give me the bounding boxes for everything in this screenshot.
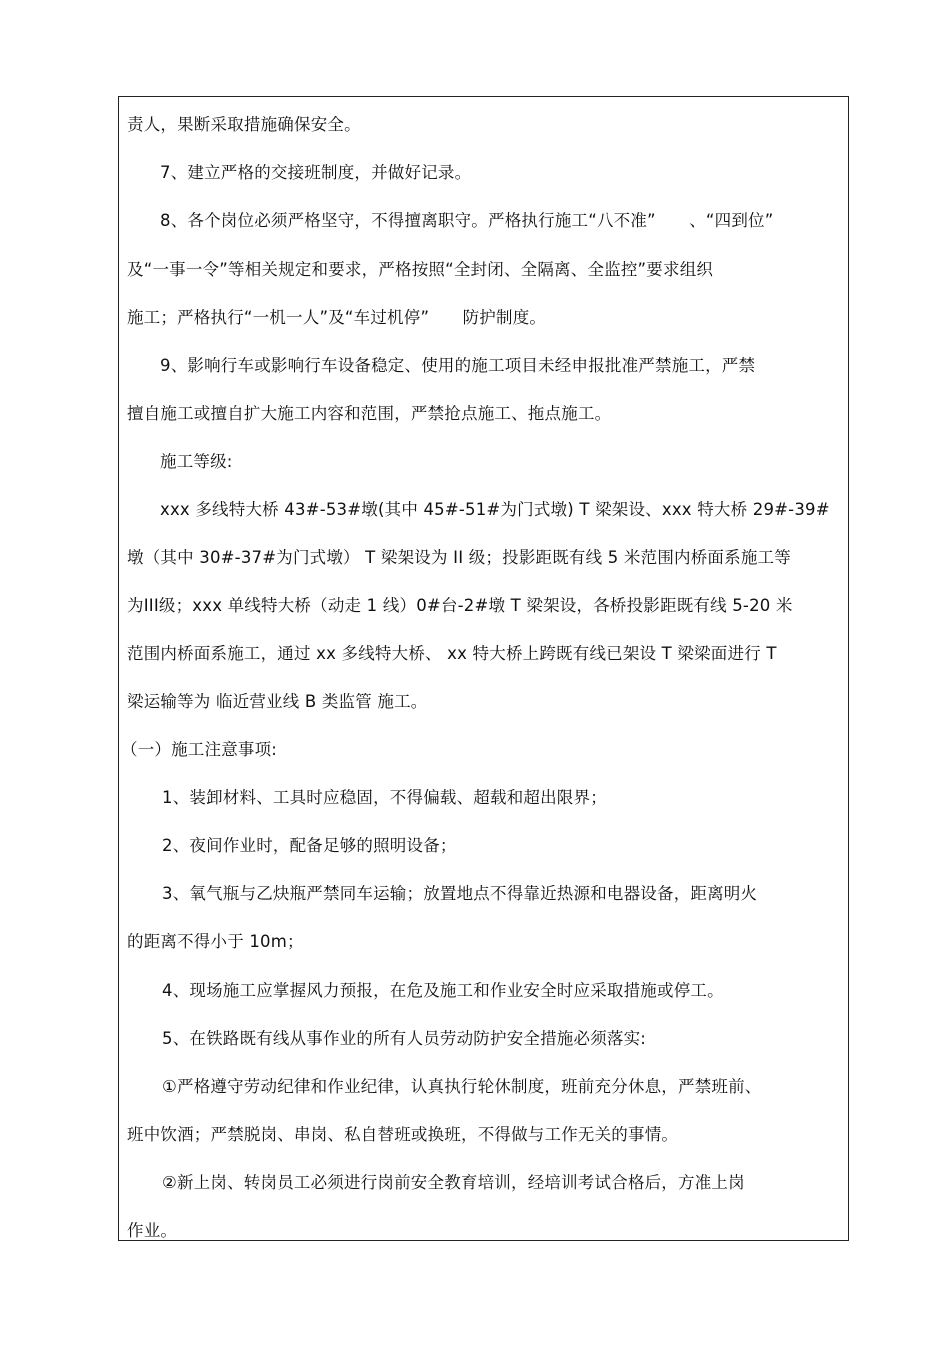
text-line-21: ①严格遵守劳动纪律和作业纪律，认真执行轮休制度，班前充分休息，严禁班前、 [162,1077,762,1096]
text-line-6: 9、影响行车或影响行车设备稳定、使用的施工项目未经申报批准严禁施工，严禁 [160,356,756,375]
text-line-24: 作业。 [127,1221,178,1240]
text-line-12: 范围内桥面系施工，通过 xx 多线特大桥、 xx 特大桥上跨既有线已架设 T 梁梁面进行 T [127,644,777,663]
text-line-1: 责人，果断采取措施确保安全。 [127,115,361,134]
text-line-13: 梁运输等为 临近营业线 B 类监管 施工。 [127,692,428,711]
text-line-17: 3、氧气瓶与乙炔瓶严禁同车运输；放置地点不得靠近热源和电器设备，距离明火 [162,884,758,903]
text-line-18: 的距离不得小于 10m； [127,932,304,951]
text-line-5: 施工；严格执行“一机一人”及“车过机停” 防护制度。 [127,308,547,327]
text-line-10: 墩（其中 30#-37#为门式墩） T 梁架设为 II 级；投影距既有线 5 米范围内桥面系施工等 [127,548,791,567]
text-line-3: 8、各个岗位必须严格坚守，不得擅离职守。严格执行施工“八不准” 、“四到位” [160,211,774,230]
text-line-4: 及“一事一令”等相关规定和要求，严格按照“全封闭、全隔离、全监控”要求组织 [127,260,714,279]
text-line-20: 5、在铁路既有线从事作业的所有人员劳动防护安全措施必须落实: [162,1029,647,1048]
text-line-9: xxx 多线特大桥 43#-53#墩(其中 45#-51#为门式墩) T 梁架设、xxx 特大桥 29#-39# [160,500,830,519]
text-line-2: 7、建立严格的交接班制度，并做好记录。 [160,163,472,182]
text-line-22: 班中饮酒；严禁脱岗、串岗、私自替班或换班，不得做与工作无关的事情。 [127,1125,679,1144]
text-line-16: 2、夜间作业时，配备足够的照明设备； [162,836,457,855]
text-line-11: 为III级；xxx 单线特大桥（动走 1 线）0#台-2#墩 T 梁架设，各桥投影距既有线 5-20 米 [127,596,793,615]
text-line-8: 施工等级: [160,452,233,471]
text-line-14: （一）施工注意事项: [121,740,278,759]
text-line-15: 1、装卸材料、工具时应稳固，不得偏载、超载和超出限界； [162,788,607,807]
text-line-7: 擅自施工或擅自扩大施工内容和范围，严禁抢点施工、拖点施工。 [127,404,612,423]
text-line-19: 4、现场施工应掌握风力预报，在危及施工和作业安全时应采取措施或停工。 [162,981,724,1000]
text-line-23: ②新上岗、转岗员工必须进行岗前安全教育培训，经培训考试合格后，方准上岗 [162,1173,745,1192]
